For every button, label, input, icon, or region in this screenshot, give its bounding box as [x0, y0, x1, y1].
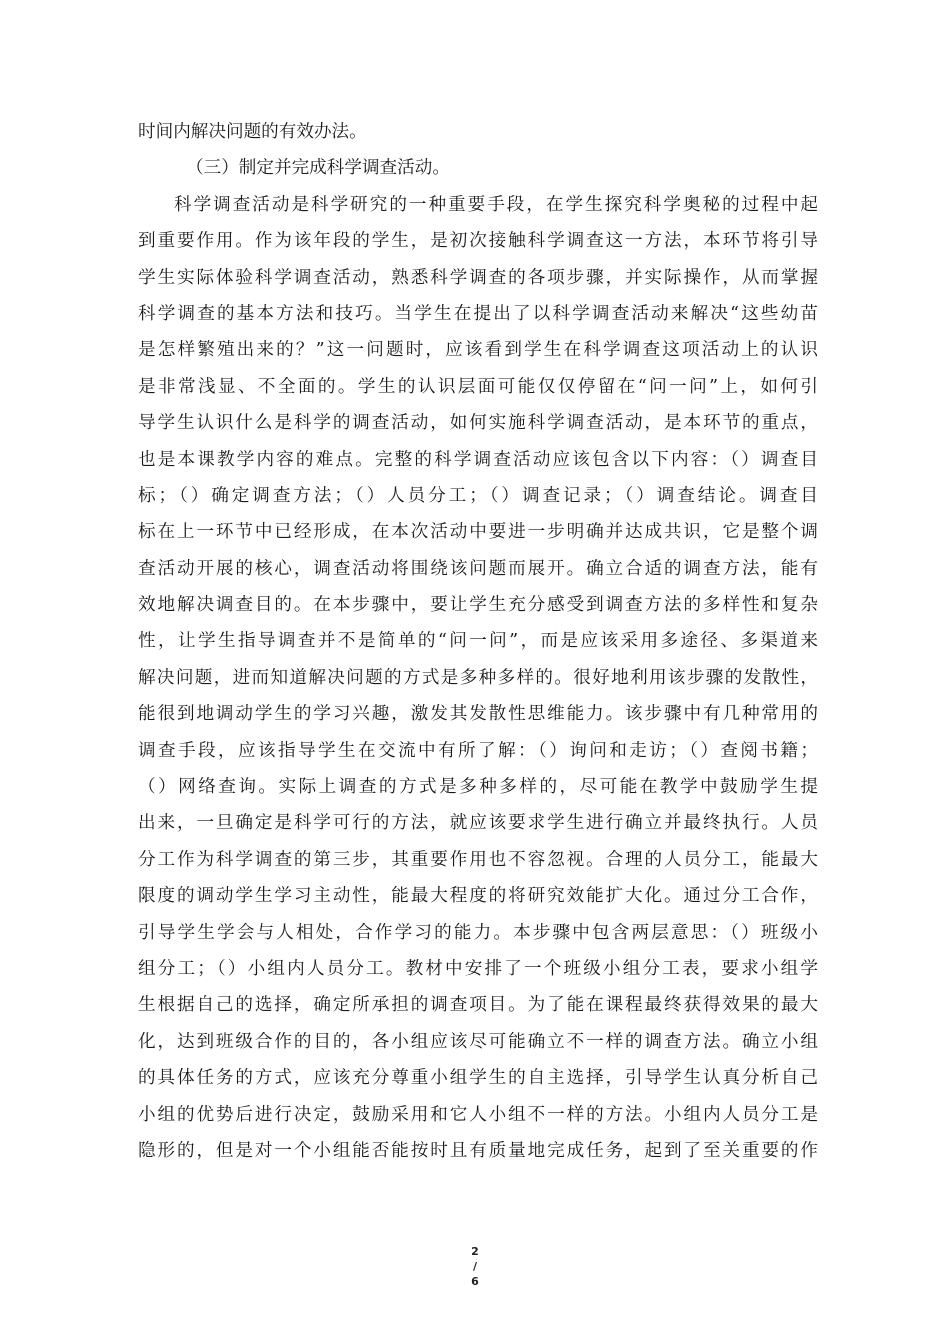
- page-number: [455, 1244, 495, 1289]
- page-number-total: 6: [471, 1275, 479, 1288]
- page-number-separator: /: [472, 1260, 478, 1273]
- body-text: [138, 114, 818, 1169]
- text-line: 化，达到班级合作的目的，各小组应该尽可能确立不一样的调查方法。确立小组: [138, 1031, 818, 1052]
- text-line: 引导学生学会与人相处，合作学习的能力。本步骤中包含两层意思：（）班级小: [138, 922, 818, 943]
- text-line: （）网络查询。实际上调查的方式是多种多样的，尽可能在教学中鼓励学生提: [138, 777, 818, 798]
- text-line: 性，让学生指导调查并不是简单的“问一问”，而是应该采用多途径、多渠道来: [138, 631, 818, 652]
- text-line: 到重要作用。作为该年段的学生，是初次接触科学调查这一方法，本环节将引导: [138, 231, 818, 252]
- text-line: 标在上一环节中已经形成，在本次活动中要进一步明确并达成共识，它是整个调: [138, 522, 818, 543]
- text-line: 也是本课教学内容的难点。完整的科学调查活动应该包含以下内容：（）调查目: [138, 449, 818, 470]
- text-line: 效地解决调查目的。在本步骤中，要让学生充分感受到调查方法的多样性和复杂: [138, 595, 818, 616]
- text-line: 标；（）确定调查方法；（）人员分工；（）调查记录；（）调查结论。调查目: [138, 485, 818, 506]
- text-line: 学生实际体验科学调查活动，熟悉科学调查的各项步骤，并实际操作，从而掌握: [138, 267, 818, 288]
- text-line: 科学调查活动是科学研究的一种重要手段，在学生探究科学奥秘的过程中起: [174, 194, 818, 215]
- section-heading: （三）制定并完成科学调查活动。: [186, 158, 450, 179]
- text-line: 出来，一旦确定是科学可行的方法，就应该要求学生进行确立并最终执行。人员: [138, 813, 818, 834]
- text-line: 查活动开展的核心，调查活动将围绕该问题而展开。确立合适的调查方法，能有: [138, 558, 818, 579]
- page-number-current: 2: [471, 1245, 479, 1258]
- text-line: 小组的优势后进行决定，鼓励采用和它人小组不一样的方法。小组内人员分工是: [138, 1104, 818, 1125]
- text-line: 组分工；（）小组内人员分工。教材中安排了一个班级小组分工表，要求小组学: [138, 958, 818, 979]
- text-line: 隐形的，但是对一个小组能否能按时且有质量地完成任务，起到了至关重要的作: [138, 1140, 818, 1161]
- text-line: 分工作为科学调查的第三步，其重要作用也不容忽视。合理的人员分工，能最大: [138, 849, 818, 870]
- text-line: 导学生认识什么是科学的调查活动，如何实施科学调查活动，是本环节的重点，: [138, 413, 818, 434]
- text-line: 的具体任务的方式，应该充分尊重小组学生的自主选择，引导学生认真分析自己: [138, 1068, 818, 1089]
- text-line: 是非常浅显、不全面的。学生的认识层面可能仅仅停留在“问一问”上，如何引: [138, 376, 818, 397]
- text-line: 限度的调动学生学习主动性，能最大程度的将研究效能扩大化。通过分工合作，: [138, 886, 818, 907]
- text-line: 时间内解决问题的有效办法。: [138, 122, 367, 142]
- text-line: 调查手段，应该指导学生在交流中有所了解：（）询问和走访；（）查阅书籍；: [138, 740, 818, 761]
- text-line: 能很到地调动学生的学习兴趣，激发其发散性思维能力。该步骤中有几种常用的: [138, 704, 818, 725]
- text-line: 科学调查的基本方法和技巧。当学生在提出了以科学调查活动来解决“这些幼苗: [138, 303, 818, 324]
- text-line: 是怎样繁殖出来的？”这一问题时，应该看到学生在科学调查这项活动上的认识: [138, 340, 818, 361]
- text-line: 生根据自己的选择，确定所承担的调查项目。为了能在课程最终获得效果的最大: [138, 995, 818, 1016]
- text-line: 解决问题，进而知道解决问题的方式是多种多样的。很好地利用该步骤的发散性，: [138, 667, 818, 688]
